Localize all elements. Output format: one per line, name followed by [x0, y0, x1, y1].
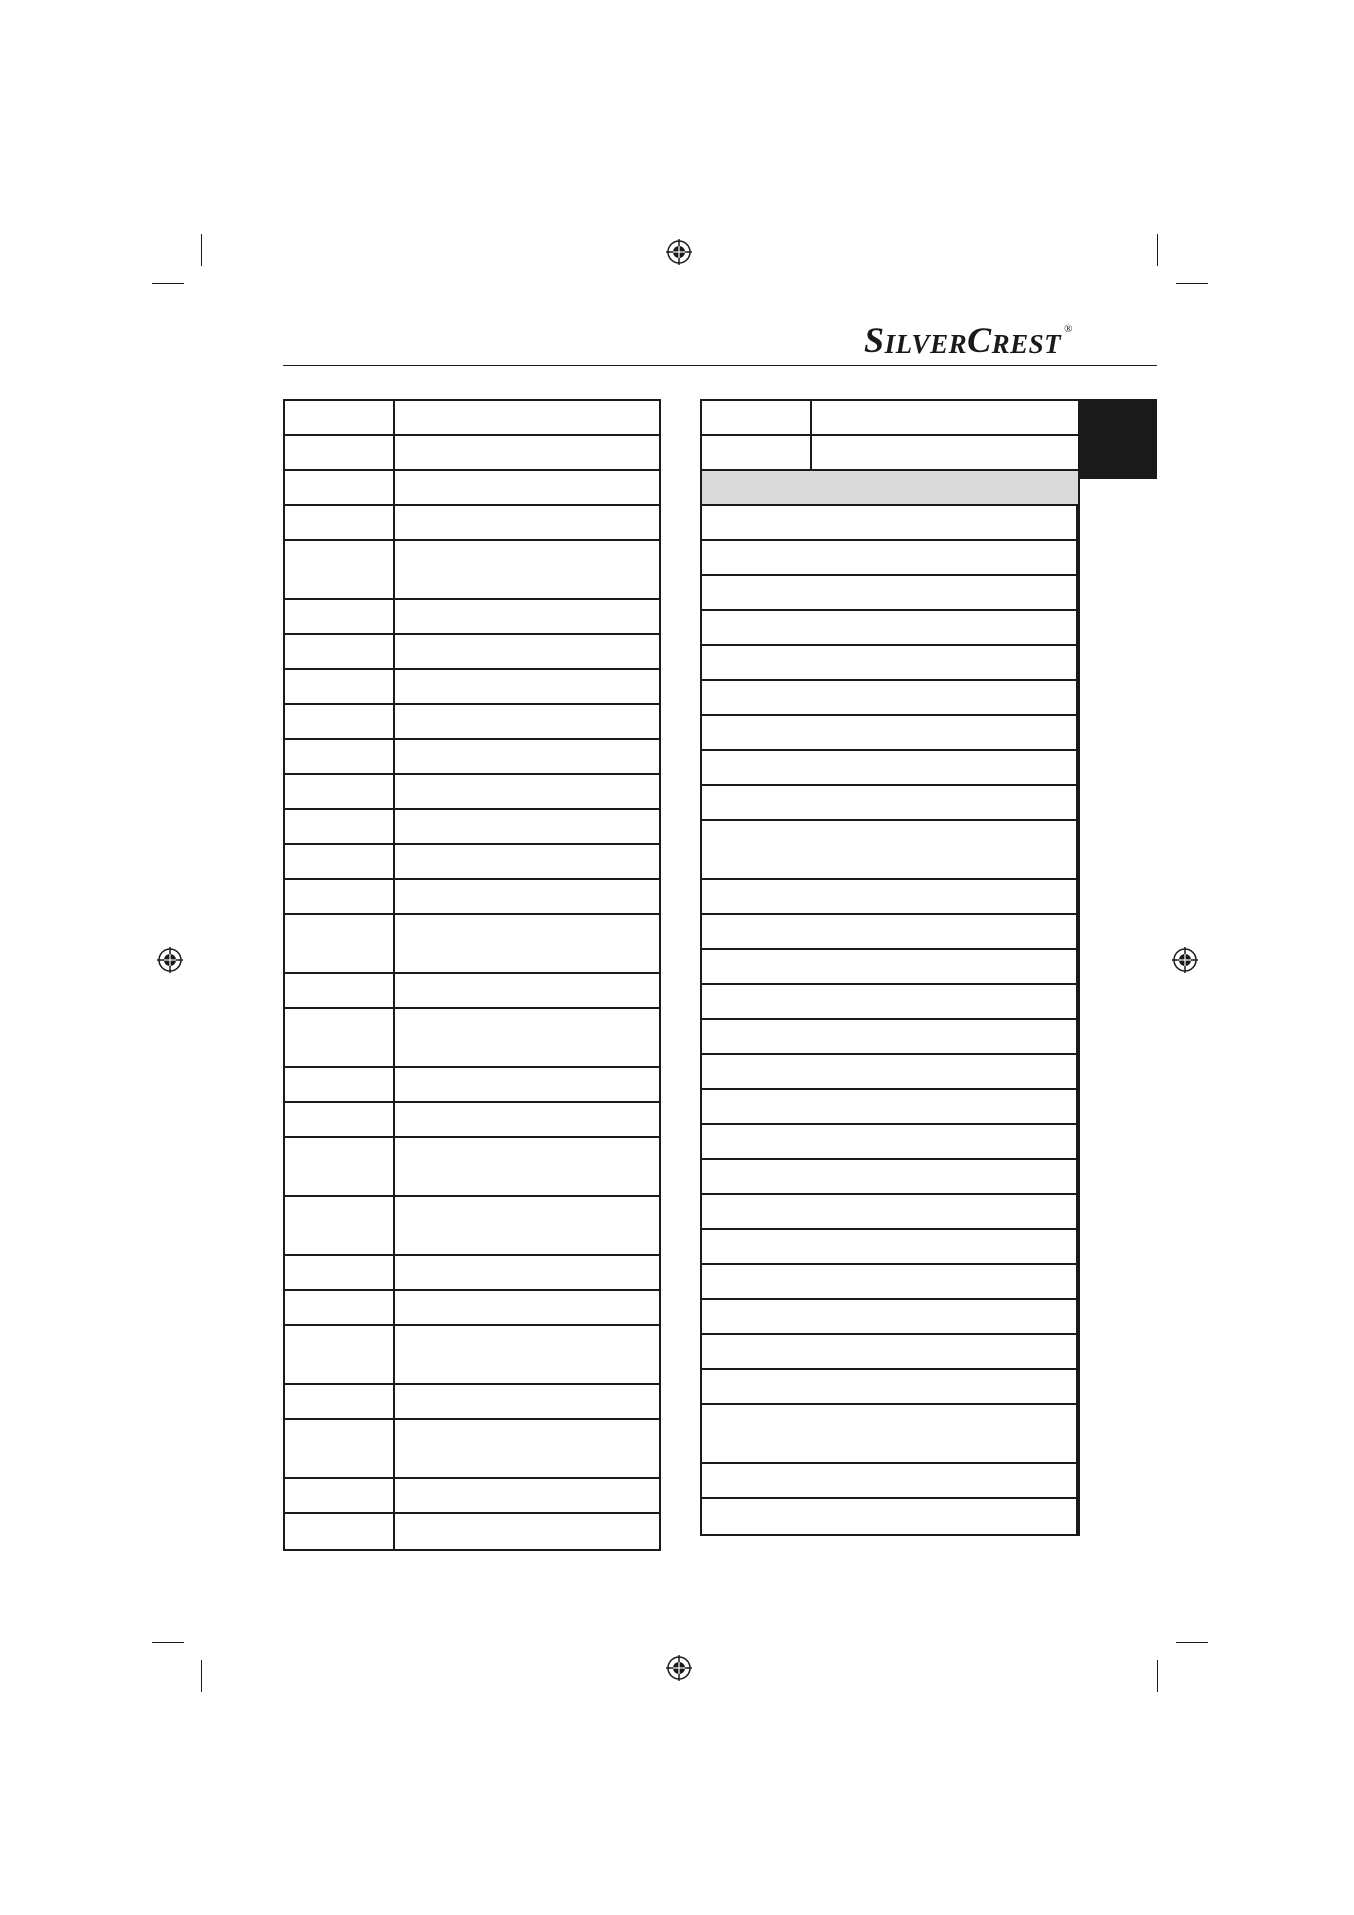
table-cell-value [395, 1291, 659, 1326]
crop-mark-bottom-left-horizontal [152, 1642, 184, 1643]
table-cell-value [395, 506, 659, 541]
table-cell-label [285, 600, 395, 635]
table-cell-label [702, 985, 812, 1020]
table-cell-value [812, 1405, 1078, 1464]
registration-mark-top-icon [666, 239, 692, 265]
table-cell-value [812, 1230, 1078, 1265]
table-cell-label [285, 845, 395, 880]
table-cell-label [702, 436, 812, 471]
crop-mark-bottom-left-vertical [201, 1660, 202, 1692]
table-cell-label [285, 1291, 395, 1326]
table-cell-label [285, 915, 395, 974]
table-cell-label [285, 1068, 395, 1103]
table-cell-label [285, 635, 395, 670]
table-cell-label [702, 541, 812, 576]
table-cell-value [812, 541, 1078, 576]
crop-mark-top-left-vertical [201, 234, 202, 266]
table-cell-label [702, 1125, 812, 1160]
table-cell-label [285, 436, 395, 471]
crop-mark-top-right-horizontal [1176, 283, 1208, 284]
table-cell-label [702, 880, 812, 915]
table-cell-value [812, 1125, 1078, 1160]
table-cell-label [285, 775, 395, 810]
table-cell-label [285, 1256, 395, 1291]
table-cell-value [812, 716, 1078, 751]
table-cell-label [285, 506, 395, 541]
table-cell-value [395, 1138, 659, 1197]
table-cell-value [812, 1055, 1078, 1090]
table-cell-label [702, 1055, 812, 1090]
table-cell-label [285, 974, 395, 1009]
table-cell-label [285, 471, 395, 506]
header-rule [283, 365, 1157, 366]
table-cell-label [702, 1499, 812, 1534]
table-cell-value [395, 1068, 659, 1103]
table-cell-label [285, 541, 395, 600]
table-cell-value [812, 646, 1078, 681]
table-cell-label [285, 1009, 395, 1068]
right-table [700, 399, 1080, 1536]
table-cell-value [812, 821, 1078, 880]
table-cell-label [702, 716, 812, 751]
table-cell-value [395, 1256, 659, 1291]
table-cell-value [812, 1464, 1078, 1499]
table-cell-label [702, 1300, 812, 1335]
table-cell-value [395, 1479, 659, 1514]
table-cell-value [395, 670, 659, 705]
table-cell-label [702, 1090, 812, 1125]
table-cell-value [812, 1195, 1078, 1230]
table-cell-label [702, 751, 812, 786]
table-cell-value [395, 915, 659, 974]
table-cell-value [812, 506, 1078, 541]
table-cell-value [812, 576, 1078, 611]
table-cell-label [702, 1160, 812, 1195]
table-cell-label [702, 646, 812, 681]
table-cell-value [812, 1265, 1078, 1300]
table-cell-value [812, 1160, 1078, 1195]
crop-mark-bottom-right-horizontal [1176, 1642, 1208, 1643]
table-cell-label [285, 670, 395, 705]
table-cell-value [812, 751, 1078, 786]
table-cell-label [702, 506, 812, 541]
table-cell-value [812, 611, 1078, 646]
table-cell-label [702, 915, 812, 950]
table-cell-value [395, 600, 659, 635]
table-cell-label [285, 810, 395, 845]
table-cell-value [395, 1514, 659, 1549]
table-cell-label [285, 1197, 395, 1256]
table-cell-value [395, 401, 659, 436]
table-cell-value [395, 1326, 659, 1385]
silvercrest-logo: S ILVER C REST ® [864, 320, 1073, 360]
table-cell-value [395, 1103, 659, 1138]
table-cell-value [812, 950, 1078, 985]
table-cell-value [812, 1370, 1078, 1405]
left-table [283, 399, 661, 1551]
table-cell-label [285, 1103, 395, 1138]
table-cell-label [702, 1265, 812, 1300]
table-cell-label [285, 880, 395, 915]
table-cell-value [395, 1197, 659, 1256]
table-cell-label [702, 821, 812, 880]
table-cell-value [812, 1335, 1078, 1370]
table-cell-value [812, 401, 1078, 436]
table-cell-value [395, 471, 659, 506]
table-cell-value [812, 1090, 1078, 1125]
table-section-heading [702, 471, 1078, 506]
table-cell-value [395, 635, 659, 670]
table-cell-label [702, 1335, 812, 1370]
table-cell-value [395, 1385, 659, 1420]
table-cell-label [285, 1385, 395, 1420]
table-cell-value [395, 845, 659, 880]
table-cell-label [285, 740, 395, 775]
table-cell-value [812, 681, 1078, 716]
table-cell-value [812, 436, 1078, 471]
table-cell-label [702, 1464, 812, 1499]
registration-mark-bottom-icon [666, 1655, 692, 1681]
table-cell-label [702, 1230, 812, 1265]
table-cell-label [285, 1138, 395, 1197]
crop-mark-top-right-vertical [1157, 234, 1158, 266]
table-cell-label [285, 1326, 395, 1385]
table-cell-label [702, 950, 812, 985]
table-cell-label [285, 401, 395, 436]
table-cell-label [702, 1370, 812, 1405]
crop-mark-bottom-right-vertical [1157, 1660, 1158, 1692]
table-cell-value [395, 974, 659, 1009]
table-cell-value [395, 1009, 659, 1068]
table-cell-label [285, 1514, 395, 1549]
table-cell-label [285, 705, 395, 740]
table-cell-label [285, 1420, 395, 1479]
table-cell-label [702, 401, 812, 436]
table-cell-value [395, 880, 659, 915]
table-cell-value [812, 786, 1078, 821]
language-tab [1080, 399, 1157, 479]
table-cell-value [812, 915, 1078, 950]
table-cell-label [285, 1479, 395, 1514]
table-cell-label [702, 1020, 812, 1055]
table-cell-value [812, 1499, 1078, 1534]
table-cell-value [395, 740, 659, 775]
table-cell-value [812, 985, 1078, 1020]
table-cell-value [395, 810, 659, 845]
table-cell-value [812, 1300, 1078, 1335]
table-cell-label [702, 786, 812, 821]
table-cell-label [702, 576, 812, 611]
table-cell-value [395, 1420, 659, 1479]
table-cell-value [812, 880, 1078, 915]
table-cell-value [812, 1020, 1078, 1055]
table-cell-value [395, 705, 659, 740]
table-cell-label [702, 611, 812, 646]
registration-mark-right-icon [1172, 947, 1198, 973]
registration-mark-left-icon [157, 947, 183, 973]
table-cell-label [702, 1405, 812, 1464]
table-cell-label [702, 681, 812, 716]
table-cell-value [395, 775, 659, 810]
table-cell-value [395, 436, 659, 471]
table-cell-value [395, 541, 659, 600]
crop-mark-top-left-horizontal [152, 283, 184, 284]
table-cell-label [702, 1195, 812, 1230]
